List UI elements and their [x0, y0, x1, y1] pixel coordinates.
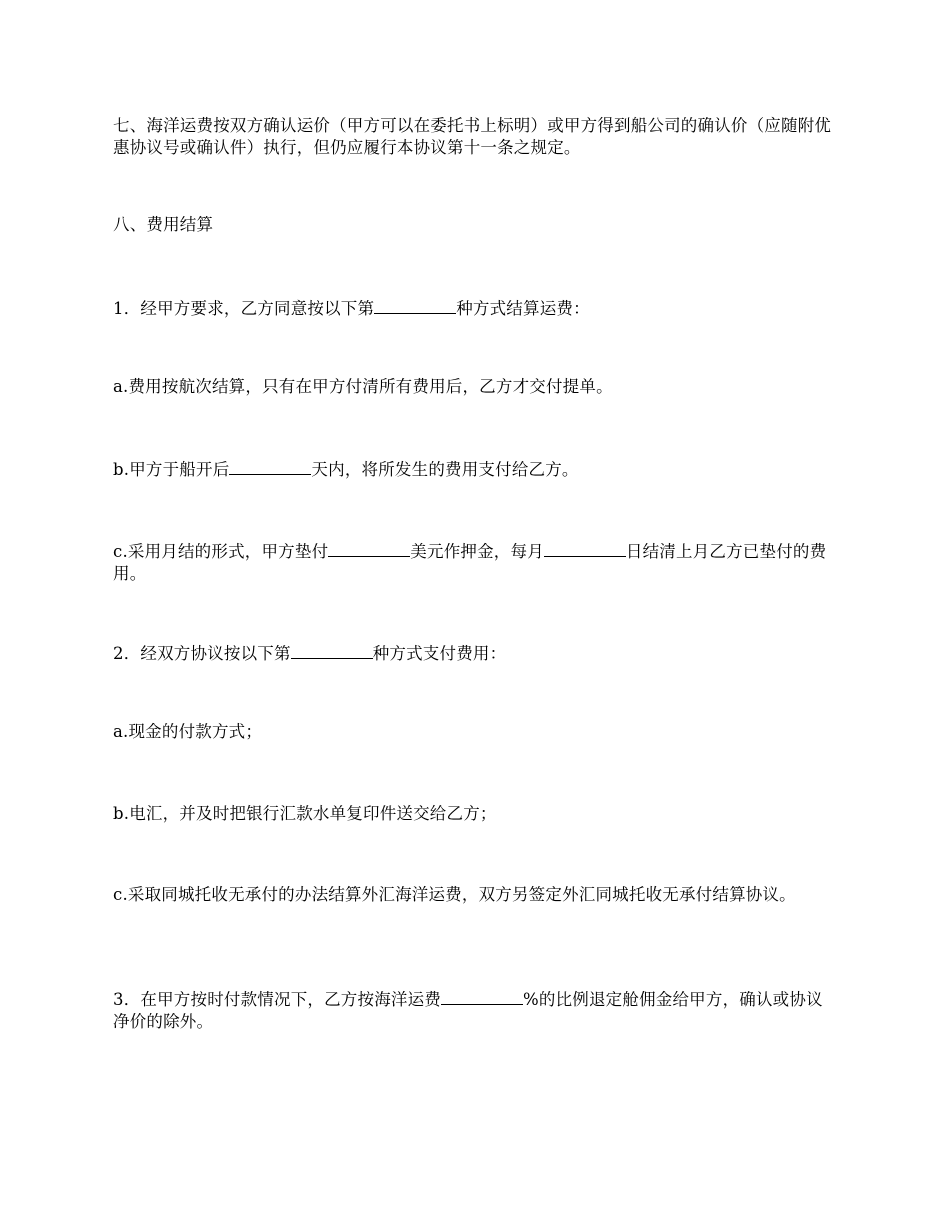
fill-blank[interactable]: [291, 641, 373, 659]
clause-7-paragraph: 七、海洋运费按双方确认运价（甲方可以在委托书上标明）或甲方得到船公司的确认价（应随附优惠协议号或确认件）执行，但仍应履行本协议第十一条之规定。: [113, 116, 832, 157]
item-2-text-after: 种方式支付费用：: [372, 644, 507, 663]
item-1c-text-before: c.采用月结的形式，甲方垫付: [113, 542, 329, 561]
item-3-text-after: %的比例退定舱佣金给甲方，确认或协议净价的除外。: [113, 990, 823, 1031]
item-1c-text-after: 日结清上月乙方已垫付的费用。: [113, 542, 827, 583]
section-8-heading: 八、费用结算: [113, 215, 214, 234]
item-1-text-after: 种方式结算运费：: [456, 299, 590, 318]
item-1a-paragraph: a.费用按航次结算，只有在甲方付清所有费用后，乙方才交付提单。: [113, 377, 613, 396]
item-1b-text-after: 天内，将所发生的费用支付给乙方。: [311, 460, 579, 479]
item-2c-paragraph: c.采取同城托收无承付的办法结算外汇海洋运费，双方另签定外汇同城托收无承付结算协议。: [113, 885, 796, 904]
item-2-paragraph: [113, 641, 835, 665]
fill-blank[interactable]: [229, 457, 311, 475]
item-1b-text-before: b.甲方于船开后: [113, 460, 230, 479]
item-2b-paragraph: b.电汇，并及时把银行汇款水单复印件送交给乙方；: [113, 804, 497, 823]
item-1-text-before: 1．经甲方要求，乙方同意按以下第: [113, 299, 375, 318]
item-1-paragraph: [113, 296, 835, 320]
item-1c-text-middle: 美元作押金，每月: [410, 542, 544, 561]
item-2a-paragraph: a.现金的付款方式；: [113, 722, 263, 741]
item-2-text-before: 2．经双方协议按以下第: [113, 644, 291, 663]
fill-blank[interactable]: [328, 539, 410, 557]
item-1b-paragraph: [113, 457, 835, 481]
fill-blank[interactable]: [441, 987, 523, 1005]
item-1c-paragraph: [113, 539, 835, 585]
item-3-paragraph: [113, 987, 835, 1033]
item-3-text-before: 3．在甲方按时付款情况下，乙方按海洋运费: [113, 990, 441, 1009]
fill-blank[interactable]: [374, 296, 456, 314]
fill-blank[interactable]: [544, 539, 626, 557]
